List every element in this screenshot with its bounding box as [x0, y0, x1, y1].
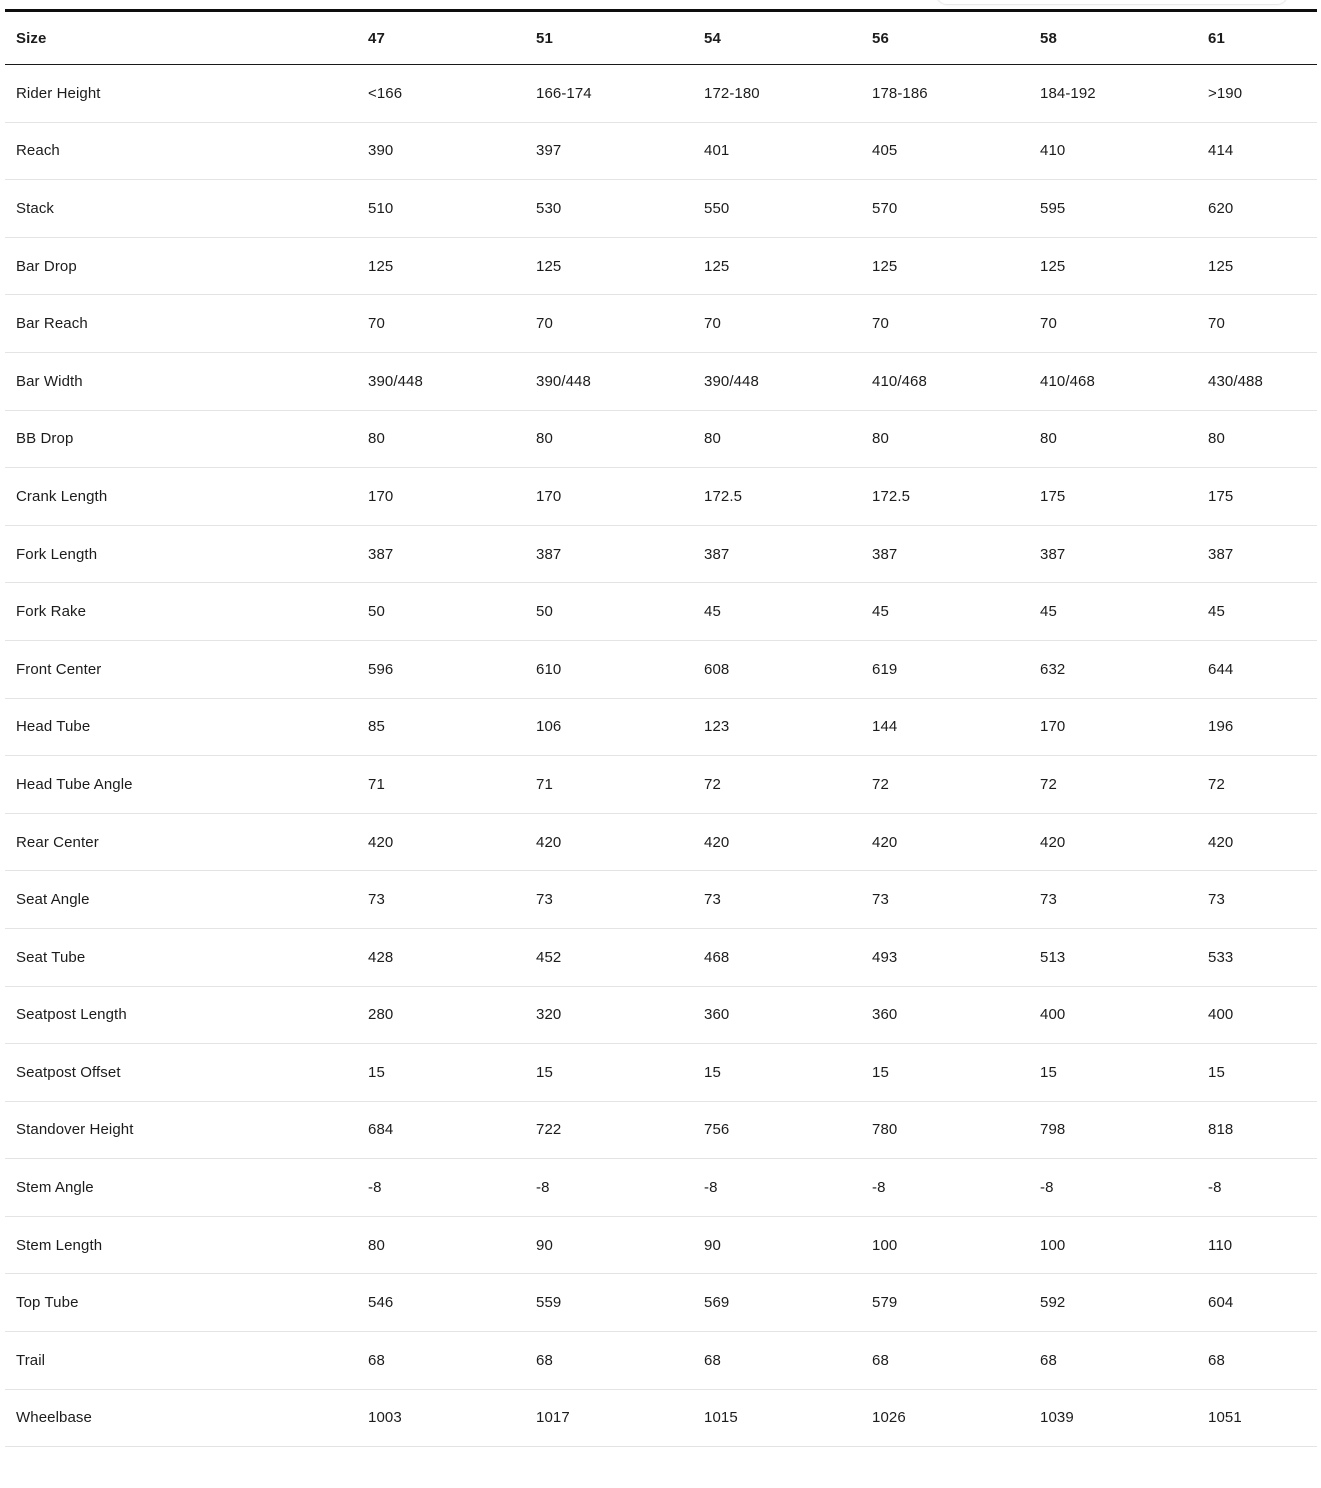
cell-value: 410	[1029, 122, 1197, 180]
geometry-table	[5, 9, 1317, 1447]
cell-value: 72	[861, 756, 1029, 814]
cell-value: 106	[525, 698, 693, 756]
cell-value: 780	[861, 1101, 1029, 1159]
cell-value: 73	[525, 871, 693, 929]
cell-value: 80	[861, 410, 1029, 468]
cell-value: 80	[1197, 410, 1317, 468]
row-label: Fork Length	[5, 525, 357, 583]
cell-value: 45	[1029, 583, 1197, 641]
cell-value: 1051	[1197, 1389, 1317, 1447]
cell-value: 166-174	[525, 65, 693, 123]
row-label: Stem Length	[5, 1216, 357, 1274]
cell-value: 387	[1029, 525, 1197, 583]
cell-value: 170	[1029, 698, 1197, 756]
cell-value: 125	[1197, 237, 1317, 295]
header-cell-size: Size	[5, 11, 357, 65]
row-label: Front Center	[5, 640, 357, 698]
cell-value: 533	[1197, 928, 1317, 986]
table-row	[5, 1274, 1317, 1332]
table-row	[5, 1159, 1317, 1217]
cell-value: 360	[861, 986, 1029, 1044]
cell-value: 15	[357, 1044, 525, 1102]
cell-value: 73	[357, 871, 525, 929]
header-cell-51: 51	[525, 11, 693, 65]
table-row	[5, 986, 1317, 1044]
cell-value: 68	[1197, 1332, 1317, 1390]
row-label: Seat Angle	[5, 871, 357, 929]
cell-value: 110	[1197, 1216, 1317, 1274]
header-row	[5, 11, 1317, 65]
cell-value: 85	[357, 698, 525, 756]
cell-value: 569	[693, 1274, 861, 1332]
cell-value: 144	[861, 698, 1029, 756]
cell-value: 15	[1029, 1044, 1197, 1102]
cell-value: 360	[693, 986, 861, 1044]
cell-value: 400	[1029, 986, 1197, 1044]
cell-value: 90	[693, 1216, 861, 1274]
table-header	[5, 11, 1317, 65]
cell-value: 579	[861, 1274, 1029, 1332]
cell-value: 428	[357, 928, 525, 986]
cell-value: 100	[1029, 1216, 1197, 1274]
cell-value: 80	[525, 410, 693, 468]
row-label: BB Drop	[5, 410, 357, 468]
cell-value: 596	[357, 640, 525, 698]
cell-value: 387	[693, 525, 861, 583]
cell-value: 172.5	[861, 468, 1029, 526]
cell-value: 513	[1029, 928, 1197, 986]
cell-value: 125	[357, 237, 525, 295]
row-label: Crank Length	[5, 468, 357, 526]
cell-value: 644	[1197, 640, 1317, 698]
cell-value: 608	[693, 640, 861, 698]
cell-value: 420	[693, 813, 861, 871]
row-label: Head Tube Angle	[5, 756, 357, 814]
cell-value: 80	[357, 410, 525, 468]
cell-value: 45	[861, 583, 1029, 641]
cell-value: 387	[861, 525, 1029, 583]
cell-value: 818	[1197, 1101, 1317, 1159]
cell-value: 387	[525, 525, 693, 583]
cell-value: 73	[693, 871, 861, 929]
table-row	[5, 65, 1317, 123]
cell-value: 80	[693, 410, 861, 468]
table-row	[5, 295, 1317, 353]
cell-value: 420	[357, 813, 525, 871]
cell-value: -8	[693, 1159, 861, 1217]
table-row	[5, 237, 1317, 295]
cell-value: 397	[525, 122, 693, 180]
header-cell-54: 54	[693, 11, 861, 65]
cell-value: <166	[357, 65, 525, 123]
cell-value: >190	[1197, 65, 1317, 123]
cell-value: 550	[693, 180, 861, 238]
table-row	[5, 352, 1317, 410]
header-cell-58: 58	[1029, 11, 1197, 65]
cell-value: 71	[357, 756, 525, 814]
cell-value: 390/448	[693, 352, 861, 410]
cell-value: 68	[693, 1332, 861, 1390]
cell-value: 68	[357, 1332, 525, 1390]
table-row	[5, 468, 1317, 526]
table-row	[5, 525, 1317, 583]
cell-value: 410/468	[861, 352, 1029, 410]
cell-value: 178-186	[861, 65, 1029, 123]
row-label: Stem Angle	[5, 1159, 357, 1217]
cell-value: 196	[1197, 698, 1317, 756]
cell-value: 420	[861, 813, 1029, 871]
row-label: Bar Reach	[5, 295, 357, 353]
cell-value: 123	[693, 698, 861, 756]
cell-value: 610	[525, 640, 693, 698]
table-body	[5, 65, 1317, 1447]
table-row	[5, 813, 1317, 871]
cell-value: 493	[861, 928, 1029, 986]
row-label: Fork Rake	[5, 583, 357, 641]
cell-value: 15	[693, 1044, 861, 1102]
table-row	[5, 756, 1317, 814]
cell-value: 170	[525, 468, 693, 526]
row-label: Rear Center	[5, 813, 357, 871]
cell-value: 72	[1029, 756, 1197, 814]
cell-value: 45	[1197, 583, 1317, 641]
cell-value: 1003	[357, 1389, 525, 1447]
cell-value: 530	[525, 180, 693, 238]
cell-value: 632	[1029, 640, 1197, 698]
cell-value: 71	[525, 756, 693, 814]
cell-value: 390/448	[357, 352, 525, 410]
cell-value: 125	[861, 237, 1029, 295]
cell-value: 125	[525, 237, 693, 295]
cell-value: 1017	[525, 1389, 693, 1447]
cell-value: 320	[525, 986, 693, 1044]
table-row	[5, 410, 1317, 468]
table-row	[5, 1389, 1317, 1447]
cell-value: -8	[525, 1159, 693, 1217]
cell-value: 414	[1197, 122, 1317, 180]
cell-value: 387	[1197, 525, 1317, 583]
row-label: Head Tube	[5, 698, 357, 756]
cell-value: 72	[693, 756, 861, 814]
cell-value: 184-192	[1029, 65, 1197, 123]
row-label: Trail	[5, 1332, 357, 1390]
cell-value: -8	[357, 1159, 525, 1217]
cell-value: -8	[1197, 1159, 1317, 1217]
cell-value: 420	[1029, 813, 1197, 871]
cell-value: 100	[861, 1216, 1029, 1274]
cell-value: 390/448	[525, 352, 693, 410]
cell-value: 172-180	[693, 65, 861, 123]
table-row	[5, 871, 1317, 929]
row-label: Seat Tube	[5, 928, 357, 986]
table-row	[5, 583, 1317, 641]
cell-value: 559	[525, 1274, 693, 1332]
cell-value: 387	[357, 525, 525, 583]
cell-value: 70	[693, 295, 861, 353]
cell-value: 619	[861, 640, 1029, 698]
row-label: Stack	[5, 180, 357, 238]
table-row	[5, 122, 1317, 180]
row-label: Wheelbase	[5, 1389, 357, 1447]
cell-value: 50	[357, 583, 525, 641]
row-label: Top Tube	[5, 1274, 357, 1332]
cell-value: 70	[357, 295, 525, 353]
cell-value: 172.5	[693, 468, 861, 526]
table-row	[5, 698, 1317, 756]
cell-value: 510	[357, 180, 525, 238]
cell-value: 45	[693, 583, 861, 641]
row-label: Standover Height	[5, 1101, 357, 1159]
cropped-element-edge	[936, 0, 1288, 5]
cell-value: 15	[1197, 1044, 1317, 1102]
cell-value: 592	[1029, 1274, 1197, 1332]
cell-value: -8	[1029, 1159, 1197, 1217]
cell-value: 1026	[861, 1389, 1029, 1447]
cell-value: 722	[525, 1101, 693, 1159]
header-cell-61: 61	[1197, 11, 1317, 65]
cell-value: 90	[525, 1216, 693, 1274]
cell-value: 70	[861, 295, 1029, 353]
cell-value: 452	[525, 928, 693, 986]
cell-value: 420	[525, 813, 693, 871]
table-row	[5, 1101, 1317, 1159]
cell-value: 280	[357, 986, 525, 1044]
cell-value: 684	[357, 1101, 525, 1159]
table-row	[5, 1332, 1317, 1390]
cell-value: 68	[525, 1332, 693, 1390]
cell-value: 72	[1197, 756, 1317, 814]
cell-value: 50	[525, 583, 693, 641]
cell-value: 125	[693, 237, 861, 295]
cell-value: 468	[693, 928, 861, 986]
table-row	[5, 180, 1317, 238]
cell-value: 80	[357, 1216, 525, 1274]
row-label: Rider Height	[5, 65, 357, 123]
row-label: Seatpost Length	[5, 986, 357, 1044]
row-label: Bar Drop	[5, 237, 357, 295]
cell-value: 125	[1029, 237, 1197, 295]
cell-value: 70	[1197, 295, 1317, 353]
cell-value: 546	[357, 1274, 525, 1332]
header-cell-47: 47	[357, 11, 525, 65]
header-cell-56: 56	[861, 11, 1029, 65]
cell-value: 756	[693, 1101, 861, 1159]
row-label: Bar Width	[5, 352, 357, 410]
cell-value: 68	[861, 1332, 1029, 1390]
cell-value: 70	[1029, 295, 1197, 353]
row-label: Seatpost Offset	[5, 1044, 357, 1102]
table-row	[5, 1044, 1317, 1102]
table-row	[5, 928, 1317, 986]
cell-value: 170	[357, 468, 525, 526]
cell-value: 570	[861, 180, 1029, 238]
cell-value: 15	[525, 1044, 693, 1102]
cell-value: 595	[1029, 180, 1197, 238]
cell-value: 410/468	[1029, 352, 1197, 410]
cell-value: 73	[1029, 871, 1197, 929]
cell-value: 80	[1029, 410, 1197, 468]
cell-value: 15	[861, 1044, 1029, 1102]
cell-value: 175	[1197, 468, 1317, 526]
cell-value: 1039	[1029, 1389, 1197, 1447]
cell-value: 620	[1197, 180, 1317, 238]
cell-value: 73	[861, 871, 1029, 929]
cell-value: 401	[693, 122, 861, 180]
cell-value: 604	[1197, 1274, 1317, 1332]
cell-value: 1015	[693, 1389, 861, 1447]
cell-value: 175	[1029, 468, 1197, 526]
row-label: Reach	[5, 122, 357, 180]
geometry-table-container	[5, 9, 1317, 1447]
table-row	[5, 640, 1317, 698]
table-row	[5, 1216, 1317, 1274]
cell-value: 400	[1197, 986, 1317, 1044]
cell-value: 73	[1197, 871, 1317, 929]
cell-value: 405	[861, 122, 1029, 180]
cell-value: 70	[525, 295, 693, 353]
cell-value: 798	[1029, 1101, 1197, 1159]
cell-value: -8	[861, 1159, 1029, 1217]
cell-value: 430/488	[1197, 352, 1317, 410]
cell-value: 420	[1197, 813, 1317, 871]
cell-value: 68	[1029, 1332, 1197, 1390]
cell-value: 390	[357, 122, 525, 180]
